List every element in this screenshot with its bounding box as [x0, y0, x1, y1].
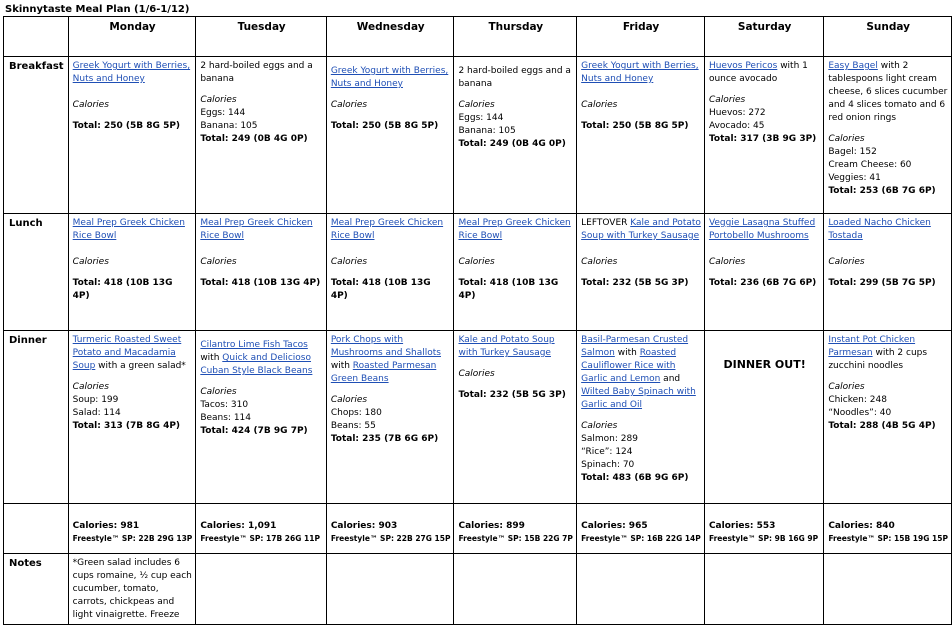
calories-label: Calories	[72, 257, 109, 267]
recipe-link-side[interactable]: Roasted Parmesan Green Beans	[330, 361, 437, 384]
dinner-thursday-cell	[454, 331, 577, 504]
calories-label: Calories	[330, 100, 368, 110]
meal-total: Total: 250 (5B 8G 5P)	[72, 121, 181, 131]
meal-description: with a green salad*	[95, 361, 186, 371]
recipe-link[interactable]: Kale and Potato Soup with Turkey Sausage	[581, 218, 701, 241]
recipe-link[interactable]: Turmeric Roasted Sweet Potato and Macadamia Soup	[72, 335, 182, 371]
meal-total: Total: 288 (4B 5G 4P)	[828, 421, 936, 431]
meal-total: Total: 483 (6B 9G 6P)	[581, 473, 689, 483]
notes-row	[4, 554, 952, 625]
dinner-sunday-cell	[824, 331, 952, 504]
calorie-item: Salad: 114	[72, 408, 121, 418]
breakfast-row	[4, 57, 952, 214]
recipe-link[interactable]: Cilantro Lime Fish Tacos	[200, 340, 308, 350]
recipe-link[interactable]: Meal Prep Greek Chicken Rice Bowl	[458, 218, 571, 241]
lunch-wednesday-cell	[326, 214, 454, 331]
recipe-link[interactable]: Pork Chops with Mushrooms and Shallots	[330, 335, 441, 358]
notes-sunday-cell	[824, 554, 952, 625]
recipe-link[interactable]: Veggie Lasagna Stuffed Portobello Mushrooms	[708, 218, 816, 241]
page-title: Skinnytaste Meal Plan (1/6-1/12)	[5, 4, 190, 15]
notes-monday-cell	[68, 554, 196, 625]
meal-description: with 2 tablespoons light cream cheese, 6 slices cucumber and 4 slices tomato and 6 red onion rings	[828, 61, 948, 123]
daily-calories: Calories: 1,091	[200, 521, 277, 531]
calories-label: Calories	[330, 395, 368, 405]
day-header-tuesday: Tuesday	[196, 17, 327, 57]
recipe-link[interactable]: Greek Yogurt with Berries, Nuts and Honey	[581, 61, 699, 84]
calorie-item: Spinach: 70	[581, 460, 635, 470]
breakfast-sunday-cell	[824, 57, 952, 214]
dinner-tuesday-cell: Cilantro Lime Fish Tacos with Quick and Delicioso Cuban Style Black Beans Calories Tacos: 310 Beans: 114 Total: 424 (7B 9G 7P)	[196, 331, 327, 504]
calories-label: Calories	[581, 421, 618, 431]
notes-tuesday-cell	[196, 554, 327, 625]
lunch-thursday-cell	[454, 214, 577, 331]
row-label-dinner: Dinner	[4, 331, 69, 504]
recipe-link-side[interactable]: Roasted Cauliflower Rice with Garlic and Lemon	[581, 348, 677, 384]
notes-saturday-cell	[704, 554, 823, 625]
meal-total: Total: 418 (10B 13G 4P)	[330, 278, 431, 301]
calorie-item: Huevos: 272	[708, 108, 766, 118]
daily-calories: Calories: 981	[72, 521, 140, 531]
freestyle-points: Freestyle™ SP: 15B 19G 15P	[828, 534, 948, 543]
daily-calories: Calories: 965	[581, 521, 648, 531]
day-header-saturday: Saturday	[704, 17, 823, 57]
calories-label: Calories	[200, 257, 237, 267]
row-label-totals	[4, 504, 69, 554]
calorie-item: Eggs: 144	[458, 113, 504, 123]
recipe-link[interactable]: Basil-Parmesan Crusted Salmon	[581, 335, 689, 358]
meal-description: 2 hard-boiled eggs and a banana	[458, 66, 571, 89]
daily-calories: Calories: 903	[330, 521, 398, 531]
lunch-saturday-cell	[704, 214, 823, 331]
meal-total: Total: 317 (3B 9G 3P)	[708, 134, 817, 144]
day-header-wednesday: Wednesday	[326, 17, 454, 57]
calories-label: Calories	[581, 100, 618, 110]
recipe-link[interactable]: Meal Prep Greek Chicken Rice Bowl	[200, 218, 313, 241]
freestyle-points: Freestyle™ SP: 22B 29G 13P	[72, 534, 193, 543]
calorie-item: Beans: 114	[200, 413, 252, 423]
daily-calories: Calories: 899	[458, 521, 525, 531]
meal-total: Total: 250 (5B 8G 5P)	[581, 121, 689, 131]
calories-label: Calories	[458, 257, 495, 267]
calorie-item: Chicken: 248	[828, 395, 887, 405]
totals-tuesday-cell	[196, 504, 327, 554]
breakfast-tuesday-cell	[196, 57, 327, 214]
breakfast-thursday-cell	[454, 57, 577, 214]
recipe-link[interactable]: Meal Prep Greek Chicken Rice Bowl	[72, 218, 185, 241]
calories-label: Calories	[828, 257, 865, 267]
calorie-item: Chops: 180	[330, 408, 382, 418]
row-label-lunch: Lunch	[4, 214, 69, 331]
day-header-monday: Monday	[68, 17, 196, 57]
meal-total: Total: 235 (7B 6G 6P)	[330, 434, 439, 444]
calorie-item: Cream Cheese: 60	[828, 160, 912, 170]
meal-description: with 1 ounce avocado	[708, 61, 808, 84]
lunch-row	[4, 214, 952, 331]
meal-total: Total: 418 (10B 13G 4P)	[72, 278, 173, 301]
daily-totals-row	[4, 504, 952, 554]
meal-total: Total: 249 (0B 4G 0P)	[458, 139, 566, 149]
meal-total: Total: 418 (10B 13G 4P)	[200, 278, 321, 288]
calories-label: Calories	[200, 387, 237, 397]
calorie-item: Eggs: 144	[200, 108, 246, 118]
meal-total: Total: 424 (7B 9G 7P)	[200, 426, 308, 436]
breakfast-wednesday-cell	[326, 57, 454, 214]
meal-plan-table	[3, 16, 952, 625]
dinner-row	[4, 331, 952, 504]
corner-cell	[4, 17, 69, 57]
recipe-link[interactable]: Greek Yogurt with Berries, Nuts and Honey	[330, 66, 449, 89]
meal-total: Total: 418 (10B 13G 4P)	[458, 278, 559, 301]
totals-wednesday-cell	[326, 504, 454, 554]
dinner-out-label: DINNER OUT!	[723, 358, 806, 371]
day-header-friday: Friday	[577, 17, 705, 57]
calorie-item: “Noodles”: 40	[828, 408, 892, 418]
notes-friday-cell	[577, 554, 705, 625]
totals-friday-cell	[577, 504, 705, 554]
lunch-friday-cell	[577, 214, 705, 331]
calories-label: Calories	[72, 100, 109, 110]
totals-thursday-cell	[454, 504, 577, 554]
calorie-item: Beans: 55	[330, 421, 376, 431]
calories-label: Calories	[581, 257, 618, 267]
freestyle-points: Freestyle™ SP: 22B 27G 15P	[330, 534, 451, 543]
totals-saturday-cell	[704, 504, 823, 554]
calories-label: Calories	[200, 95, 237, 105]
row-label-breakfast: Breakfast	[4, 57, 69, 214]
totals-monday-cell	[68, 504, 196, 554]
row-label-notes: Notes	[4, 554, 69, 625]
calorie-item: Salmon: 289	[581, 434, 638, 444]
note-text: *Green salad includes 6 cups romaine, ½ cup each cucumber, tomato, carrots, chickpeas and light vinaigrette. Freeze	[72, 558, 192, 620]
freestyle-points: Freestyle™ SP: 16B 22G 14P	[581, 534, 701, 543]
dinner-saturday-cell	[704, 331, 823, 504]
dinner-wednesday-cell: Pork Chops with Mushrooms and Shallots with Roasted Parmesan Green Beans Calories Chops: 180 Beans: 55 Total: 235 (7B 6G 6P)	[326, 331, 454, 504]
breakfast-monday-cell	[68, 57, 196, 214]
meal-total: Total: 250 (5B 8G 5P)	[330, 121, 439, 131]
lunch-tuesday-cell	[196, 214, 327, 331]
breakfast-saturday-cell	[704, 57, 823, 214]
meal-total: Total: 313 (7B 8G 4P)	[72, 421, 181, 431]
meal-description: with 2 cups zucchini noodles	[828, 348, 928, 371]
calories-label: Calories	[828, 134, 865, 144]
freestyle-points: Freestyle™ SP: 17B 26G 11P	[200, 534, 320, 543]
calories-label: Calories	[330, 257, 368, 267]
day-header-sunday: Sunday	[824, 17, 952, 57]
calories-label: Calories	[708, 95, 746, 105]
meal-description: 2 hard-boiled eggs and a banana	[200, 61, 313, 84]
calories-label: Calories	[458, 100, 495, 110]
calories-label: Calories	[458, 369, 495, 379]
daily-calories: Calories: 553	[708, 521, 776, 531]
recipe-link[interactable]: Greek Yogurt with Berries, Nuts and Honey	[72, 61, 191, 84]
dinner-monday-cell	[68, 331, 196, 504]
recipe-link[interactable]: Loaded Nacho Chicken Tostada	[828, 218, 931, 241]
meal-total: Total: 236 (6B 7G 6P)	[708, 278, 817, 288]
calorie-item: “Rice”: 124	[581, 447, 633, 457]
leftover-prefix: LEFTOVER	[581, 218, 631, 228]
freestyle-points: Freestyle™ SP: 9B 16G 9P	[708, 534, 819, 543]
recipe-link[interactable]: Kale and Potato Soup with Turkey Sausage	[458, 335, 555, 358]
calorie-item: Banana: 105	[200, 121, 258, 131]
breakfast-friday-cell	[577, 57, 705, 214]
calorie-item: Banana: 105	[458, 126, 516, 136]
recipe-link[interactable]: Easy Bagel	[828, 61, 878, 71]
calorie-item: Veggies: 41	[828, 173, 881, 183]
dinner-friday-cell: Basil-Parmesan Crusted Salmon with Roasted Cauliflower Rice with Garlic and Lemon and Wilted Baby Spinach with Garlic and Oil Calories Salmon: 289 “Rice”: 124 Spinach: 70 Total: 483 (6B 9G 6P)	[577, 331, 705, 504]
daily-calories: Calories: 840	[828, 521, 895, 531]
recipe-link[interactable]: Meal Prep Greek Chicken Rice Bowl	[330, 218, 444, 241]
meal-total: Total: 253 (6B 7G 6P)	[828, 186, 936, 196]
lunch-sunday-cell	[824, 214, 952, 331]
recipe-link[interactable]: Huevos Pericos	[708, 61, 778, 71]
totals-sunday-cell	[824, 504, 952, 554]
calorie-item: Bagel: 152	[828, 147, 877, 157]
calories-label: Calories	[72, 382, 109, 392]
calories-label: Calories	[708, 257, 746, 267]
day-header-thursday: Thursday	[454, 17, 577, 57]
calorie-item: Avocado: 45	[708, 121, 765, 131]
notes-wednesday-cell	[326, 554, 454, 625]
lunch-monday-cell	[68, 214, 196, 331]
meal-total: Total: 232 (5B 5G 3P)	[458, 390, 566, 400]
header-row	[4, 17, 952, 57]
recipe-link-side[interactable]: Quick and Delicioso Cuban Style Black Beans	[200, 353, 313, 376]
calorie-item: Soup: 199	[72, 395, 119, 405]
notes-thursday-cell	[454, 554, 577, 625]
meal-total: Total: 232 (5B 5G 3P)	[581, 278, 689, 288]
recipe-link[interactable]: Instant Pot Chicken Parmesan	[828, 335, 916, 358]
calories-label: Calories	[828, 382, 865, 392]
recipe-link-side-2[interactable]: Wilted Baby Spinach with Garlic and Oil	[581, 387, 696, 410]
calorie-item: Tacos: 310	[200, 400, 249, 410]
meal-total: Total: 249 (0B 4G 0P)	[200, 134, 308, 144]
meal-total: Total: 299 (5B 7G 5P)	[828, 278, 936, 288]
freestyle-points: Freestyle™ SP: 15B 22G 7P	[458, 534, 573, 543]
